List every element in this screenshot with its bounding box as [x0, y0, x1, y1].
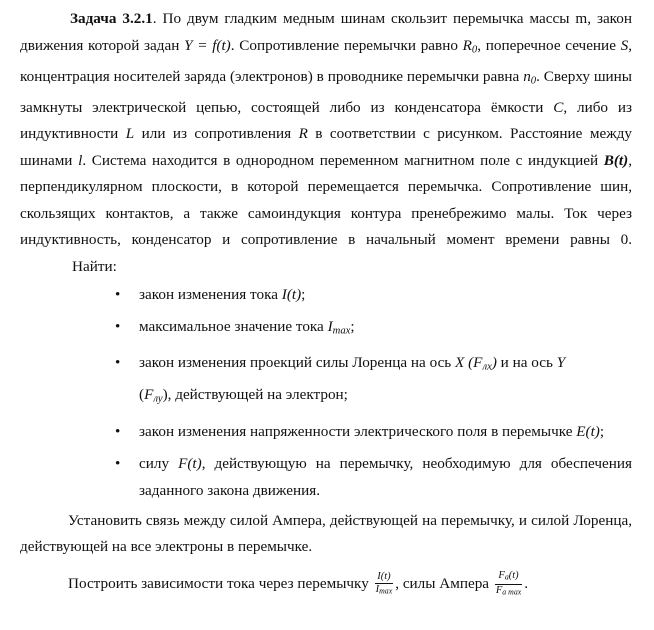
bullet: • — [115, 317, 121, 335]
bullet: • — [115, 285, 121, 303]
ampere-ratio-fraction: $\frac{Fa(t)}{\text{Fa max}}$ — [495, 570, 522, 597]
bullet: • — [115, 422, 121, 440]
relation-paragraph: Установить связь между силой Ампера, действующей на перемычку, и силой Лоренца, действующей на все электроны в перемычке. — [20, 511, 632, 556]
list-item: • закон изменения проекций силы Лоренца на ось X $(F_{лх})$ и на ось Y $(F_{лу})$, действующей на электрон; — [20, 349, 632, 412]
problem-title: Задача 3.2.1 — [70, 10, 153, 27]
problem-paragraph: Задача 3.2.1. По двум гладким медным шинам скользит перемычка массы m, закон движения которой задан Y = f(t). Сопротивление перемычки равно $R_0$, поперечное сечение S, концентрация носителей заряда (электронов) в проводнике перемычки равна $n_0$. Сверху шины замкнуты электрической цепью, состоящей либо из конденсатора ёмкости C, либо из индуктивности L или из сопротивления R в соответствии с рисунком. Расстояние между шинами l. Система находится в однородном переменном магнитном поле с индукцией B(t), перпендикулярном плоскости, в которой перемещается перемычка. Сопротивление шин, скользящих контактов, а также самоиндукция контура пренебрежимо малы. Ток через индуктивность, конденсатор и сопротивление в начальный момент времени равны 0. — [20, 10, 633, 249]
find-label: Найти: — [72, 257, 117, 275]
plot-paragraph: Построить зависимости тока через перемычку $\frac{I(t)}{Imax}$ , силы Ампера $\frac{Fa(t)}{\text{Fa max}}$ . — [68, 570, 529, 597]
bullet: • — [115, 454, 121, 472]
list-item: • максимальное значение тока $I_{max}$; — [20, 313, 632, 345]
list-item: • силу F(t), действующую на перемычку, необходимую для обеспечения заданного закона движения. — [20, 450, 632, 504]
find-list — [20, 281, 632, 504]
current-ratio-fraction: $\frac{I(t)}{Imax}$ — [375, 571, 393, 596]
bullet: • — [115, 354, 121, 372]
list-item: • закон изменения напряженности электрического поля в перемычке E(t); — [20, 418, 632, 445]
list-item: • закон изменения тока I(t); — [20, 281, 632, 308]
document-page — [20, 6, 632, 599]
